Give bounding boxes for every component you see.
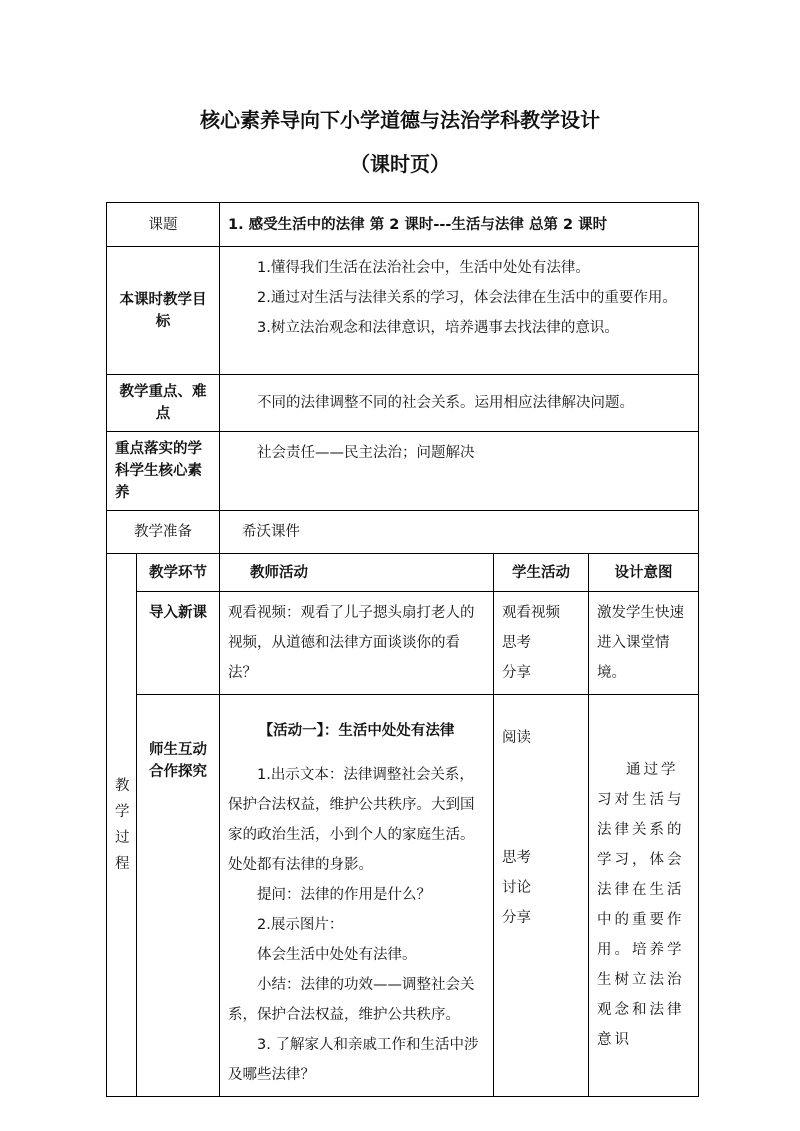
header-teacher: 教师活动	[220, 554, 494, 592]
header-intent: 设计意图	[589, 554, 699, 592]
student-activity: 观看视频	[502, 605, 560, 621]
header-stage: 教学环节	[137, 554, 220, 592]
intent-text: 通过学习对生活与法律关系的学习，体会法律在生活中的重要作用。培养学生树立法治观念和法律意识	[597, 762, 685, 1048]
header-student: 学生活动	[494, 554, 589, 592]
goal-item: 3.树立法治观念和法律意识，培养遇事去找法律的意识。	[257, 320, 619, 336]
teacher-paragraph: 2.展示图片：	[257, 917, 344, 933]
topic-row	[107, 203, 699, 247]
explore-intent	[589, 695, 699, 1097]
student-activity: 讨论	[502, 880, 531, 896]
literacy-row	[107, 432, 699, 511]
keypoints-row	[107, 375, 699, 432]
teacher-paragraph: 提问：法律的作用是什么？	[257, 887, 431, 903]
explore-row	[107, 695, 699, 1097]
student-activity: 阅读	[502, 730, 531, 746]
intro-student	[494, 592, 589, 695]
explore-student	[494, 695, 589, 1097]
process-label: 教学过程	[107, 554, 137, 1097]
topic-label: 课题	[107, 203, 220, 247]
keypoints-label: 教学重点、难点	[107, 375, 220, 432]
keypoints-value: 不同的法律调整不同的社会关系。运用相应法律解决问题。	[257, 395, 634, 411]
student-activity: 分享	[502, 665, 531, 681]
intro-intent: 激发学生快速进入课堂情境。	[589, 592, 699, 695]
document-subtitle: （课时页）	[350, 152, 450, 176]
student-activity: 思考	[502, 635, 531, 651]
teacher-paragraph: 1.出示文本：法律调整社会关系，保护合法权益，维护公共秩序。大到国家的政治生活，小到个人的家庭生活。处处都有法律的身影。	[228, 767, 475, 873]
goals-row	[107, 247, 699, 375]
student-activity: 思考	[502, 850, 531, 866]
literacy-cell	[220, 432, 699, 511]
document-title: 核心素养导向下小学道德与法治学科教学设计	[200, 108, 600, 132]
keypoints-cell	[220, 375, 699, 432]
prep-value: 希沃课件	[220, 511, 699, 554]
process-header-row	[107, 554, 699, 592]
prep-label: 教学准备	[107, 511, 220, 554]
explore-stage: 师生互动合作探究	[137, 695, 220, 1097]
goal-item: 1.懂得我们生活在法治社会中，生活中处处有法律。	[257, 260, 590, 276]
explore-teacher	[220, 695, 494, 1097]
literacy-label: 重点落实的学科学生核心素养	[107, 432, 220, 511]
activity-title: 【活动一】：生活中处处有法律	[258, 722, 455, 739]
lesson-plan-table	[106, 202, 699, 1097]
goal-item: 2.通过对生活与法律关系的学习，体会法律在生活中的重要作用。	[257, 290, 677, 306]
literacy-value: 社会责任——民主法治；问题解决	[257, 445, 475, 461]
teacher-paragraph: 3. 了解家人和亲戚工作和生活中涉及哪些法律？	[228, 1037, 479, 1083]
intro-row	[107, 592, 699, 695]
intro-teacher: 观看视频：观看了儿子摁头扇打老人的视频，从道德和法律方面谈谈你的看法？	[220, 592, 494, 695]
intro-stage: 导入新课	[137, 592, 220, 695]
goals-cell	[220, 247, 699, 375]
topic-value: 1. 感受生活中的法律 第 2 课时---生活与法律 总第 2 课时	[220, 203, 699, 247]
goals-label: 本课时教学目标	[107, 247, 220, 375]
student-activity: 分享	[502, 910, 531, 926]
teacher-paragraph: 小结：法律的功效——调整社会关系，保护合法权益，维护公共秩序。	[228, 977, 475, 1023]
prep-row	[107, 511, 699, 554]
teacher-paragraph: 体会生活中处处有法律。	[257, 947, 417, 963]
